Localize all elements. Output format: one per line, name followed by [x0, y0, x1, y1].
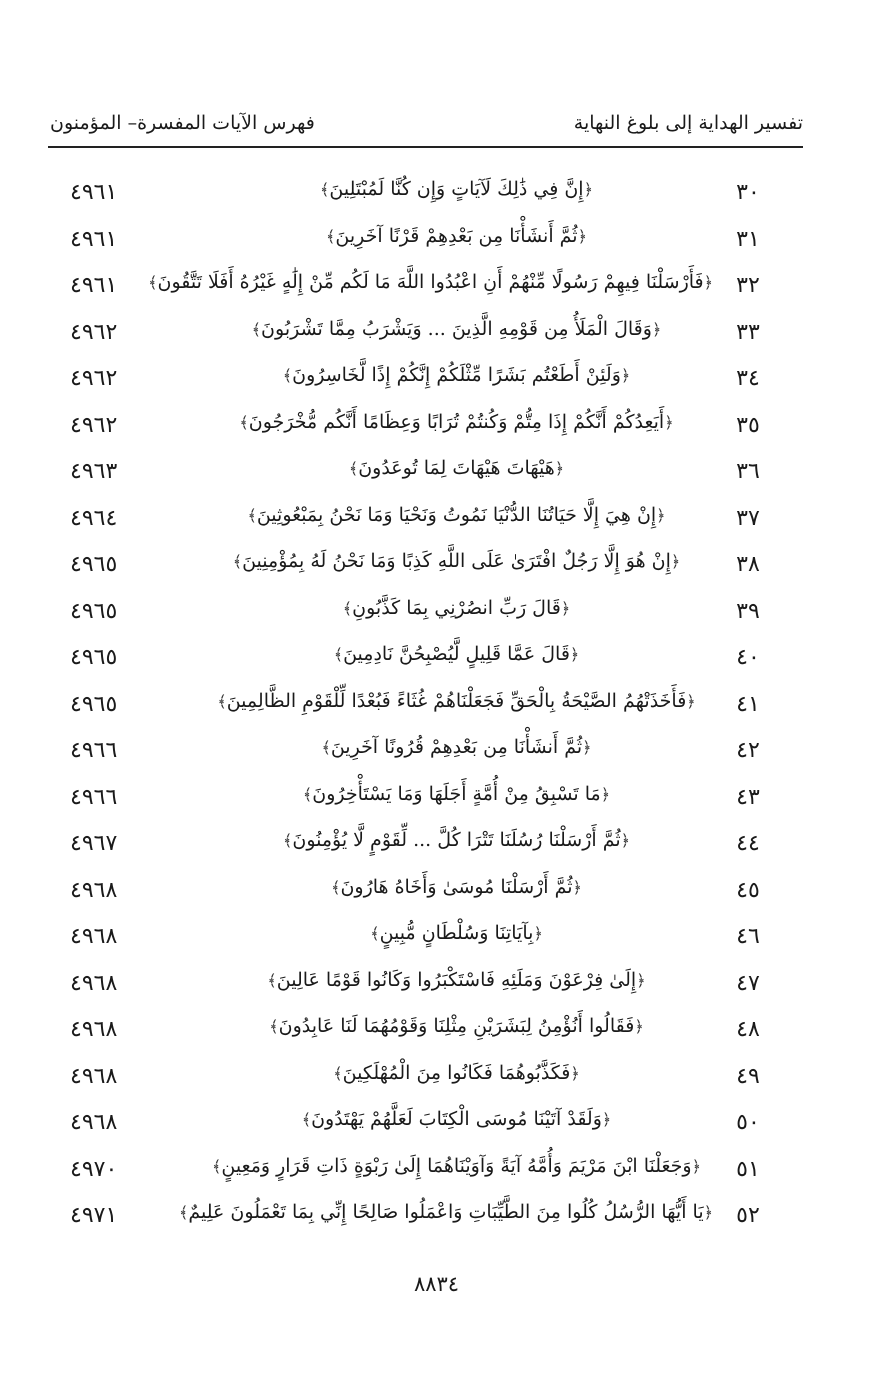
close-ornament: ﴾ [320, 180, 330, 199]
index-row [0, 405, 873, 452]
index-row [0, 172, 873, 219]
verse-text-cell [200, 1108, 713, 1130]
verse-text-cell [200, 178, 713, 200]
close-ornament: ﴾ [247, 505, 257, 525]
open-ornament: ﴿ [577, 226, 587, 246]
verse-text-cell [200, 969, 713, 991]
verse-text-cell [200, 318, 713, 340]
open-ornament: ﴿ [582, 738, 592, 757]
verse-number: ٥٠ [736, 1110, 760, 1135]
page-reference: ٤٩٦٢ [70, 366, 118, 391]
verse-number: ٤٤ [736, 831, 760, 856]
close-ornament: ﴾ [333, 645, 344, 664]
verse-index-list [0, 172, 873, 1242]
verse-number: ٣٠ [736, 180, 760, 205]
page-reference: ٤٩٦٨ [70, 970, 118, 996]
verse-text-cell [200, 1155, 713, 1177]
open-ornament: ﴿ [560, 598, 571, 618]
index-row [0, 1009, 873, 1056]
verse-text-cell [200, 225, 713, 247]
page-reference: ٤٩٦٦ [70, 738, 118, 763]
verse-text-cell [200, 550, 713, 572]
verse-text: أَيَعِدُكُمْ أَنَّكُمْ إِذَا مِتُّمْ وَكُنتُمْ تُرَابًا وَعِظَامًا أَنَّكُم مُّخْرَجُونَ [248, 410, 665, 433]
verse-text: وَلَئِنْ أَطَعْتُم بَشَرًا مِّثْلَكُمْ إِنَّكُمْ إِذًا لَّخَاسِرُونَ [292, 364, 621, 386]
open-ornament: ﴿ [670, 552, 681, 571]
verse-number: ٥٢ [736, 1203, 760, 1228]
verse-text-cell [148, 271, 713, 293]
verse-number: ٤١ [736, 691, 760, 717]
verse-number: ٤٨ [736, 1017, 760, 1042]
verse-number: ٣٢ [736, 273, 760, 298]
verse-text: إِنْ هِيَ إِلَّا حَيَاتُنَا الدُّنْيَا نَمُوتُ وَنَحْيَا وَمَا نَحْنُ بِمَبْعُوثِينَ [256, 503, 657, 526]
page-reference: ٤٩٦٨ [70, 924, 118, 949]
verse-number: ٣١ [736, 226, 760, 252]
open-ornament: ﴿ [691, 1156, 701, 1176]
verse-text: إِلَىٰ فِرْعَوْنَ وَمَلَئِهِ فَاسْتَكْبَرُوا وَكَانُوا قَوْمًا عَالِينَ [276, 968, 637, 991]
page-number: ٨٨٣٤ [413, 1272, 460, 1296]
page-reference: ٤٩٦٣ [70, 459, 118, 484]
close-ornament: ﴾ [282, 831, 293, 850]
index-row [0, 823, 873, 870]
index-row [0, 312, 873, 359]
verse-text-cell [200, 597, 713, 619]
verse-text: بِآيَاتِنَا وَسُلْطَانٍ مُّبِينٍ [379, 922, 534, 944]
index-row [0, 1149, 873, 1196]
open-ornament: ﴿ [620, 366, 631, 385]
close-ornament: ﴾ [239, 412, 249, 432]
verse-number: ٤٠ [736, 645, 760, 670]
verse-number: ٣٤ [736, 366, 760, 391]
verse-text-cell [200, 922, 713, 944]
open-ornament: ﴿ [686, 691, 696, 711]
index-row [0, 916, 873, 963]
close-ornament: ﴾ [251, 319, 262, 339]
close-ornament: ﴾ [212, 1156, 222, 1176]
index-row [0, 870, 873, 917]
index-row [0, 684, 873, 731]
verse-text: قَالَ رَبِّ انصُرْنِي بِمَا كَذَّبُونِ [352, 596, 561, 619]
verse-text: ثُمَّ أَرْسَلْنَا مُوسَىٰ وَأَخَاهُ هَارُونَ [340, 875, 573, 898]
verse-text-cell [200, 504, 713, 526]
verse-text: وَجَعَلْنَا ابْنَ مَرْيَمَ وَأُمَّهُ آيَةً وَآوَيْنَاهُمَا إِلَىٰ رَبْوَةٍ ذَاتِ قَرَارٍ وَمَعِينٍ [221, 1154, 692, 1177]
index-row [0, 591, 873, 638]
index-row [0, 265, 873, 312]
open-ornament: ﴿ [533, 924, 543, 943]
page-reference: ٤٩٦٥ [70, 598, 118, 624]
verse-text-cell [200, 736, 713, 758]
close-ornament: ﴾ [301, 1110, 312, 1129]
verse-number: ٣٧ [736, 505, 760, 531]
page-reference: ٤٩٦٧ [70, 831, 118, 856]
verse-text: ثُمَّ أَرْسَلْنَا رُسُلَنَا تَتْرَا كُلَّ ... لِّقَوْمٍ لَّا يُؤْمِنُونَ [292, 829, 621, 851]
verse-text: وَلَقَدْ آتَيْنَا مُوسَى الْكِتَابَ لَعَلَّهُمْ يَهْتَدُونَ [311, 1108, 602, 1130]
index-row [0, 544, 873, 591]
page-reference: ٤٩٦١ [70, 180, 118, 205]
page-reference: ٤٩٦٥ [70, 691, 118, 717]
close-ornament: ﴾ [302, 784, 313, 804]
page-reference: ٤٩٦٦ [70, 784, 118, 810]
verse-text-cell [200, 690, 713, 712]
verse-text: فَكَذَّبُوهُمَا فَكَانُوا مِنَ الْمُهْلَكِينَ [342, 1061, 571, 1084]
verse-text-cell [200, 364, 713, 386]
verse-text: فَأَرْسَلْنَا فِيهِمْ رَسُولًا مِّنْهُمْ أَنِ اعْبُدُوا اللَّهَ مَا لَكُم مِّنْ إِلَٰهٍ غَيْرُهُ أَفَلَا تَتَّقُونَ [157, 271, 704, 293]
open-ornament: ﴿ [600, 784, 611, 804]
close-ornament: ﴾ [348, 459, 359, 478]
verse-number: ٣٨ [736, 552, 760, 577]
open-ornament: ﴿ [703, 1203, 713, 1222]
open-ornament: ﴿ [703, 273, 713, 292]
open-ornament: ﴿ [656, 505, 666, 525]
verse-text: فَقَالُوا أَنُؤْمِنُ لِبَشَرَيْنِ مِثْلِنَا وَقَوْمُهُمَا لَنَا عَابِدُونَ [278, 1015, 635, 1037]
close-ornament: ﴾ [321, 738, 331, 757]
page-reference: ٤٩٦١ [70, 273, 118, 298]
close-ornament: ﴾ [217, 691, 227, 711]
verse-number: ٤٩ [736, 1063, 760, 1089]
close-ornament: ﴾ [282, 366, 293, 385]
open-ornament: ﴿ [601, 1110, 612, 1129]
verse-text-cell [200, 1062, 713, 1084]
close-ornament: ﴾ [331, 877, 341, 897]
verse-text: يَا أَيُّهَا الرُّسُلُ كُلُوا مِنَ الطَّيِّبَاتِ وَاعْمَلُوا صَالِحًا إِنِّي بِمَا تَعْمَلُونَ عَلِيمٌ [188, 1201, 704, 1223]
close-ornament: ﴾ [269, 1017, 279, 1036]
verse-number: ٣٥ [736, 412, 760, 438]
open-ornament: ﴿ [583, 180, 593, 199]
index-row [0, 1056, 873, 1103]
verse-text: مَا تَسْبِقُ مِنْ أُمَّةٍ أَجَلَهَا وَمَا يَسْتَأْخِرُونَ [312, 782, 601, 805]
open-ornament: ﴿ [569, 645, 580, 664]
verse-text-cell [179, 1201, 713, 1223]
index-row [0, 358, 873, 405]
close-ornament: ﴾ [179, 1203, 189, 1222]
index-row [0, 451, 873, 498]
close-ornament: ﴾ [326, 226, 336, 246]
index-row [0, 498, 873, 545]
index-row [0, 963, 873, 1010]
verse-text-cell [200, 783, 713, 805]
open-ornament: ﴿ [651, 319, 662, 339]
close-ornament: ﴾ [370, 924, 380, 943]
open-ornament: ﴿ [554, 459, 565, 478]
page-reference: ٤٩٦٢ [70, 319, 118, 345]
index-row [0, 730, 873, 777]
index-row [0, 1195, 873, 1242]
verse-number: ٣٣ [736, 319, 760, 345]
page-reference: ٤٩٦٨ [70, 1017, 118, 1042]
page-reference: ٤٩٦٨ [70, 877, 118, 903]
open-ornament: ﴿ [570, 1063, 580, 1083]
book-title: تفسير الهداية إلى بلوغ النهاية [573, 112, 803, 134]
verse-number: ٣٩ [736, 598, 760, 624]
verse-text: هَيْهَاتَ هَيْهَاتَ لِمَا تُوعَدُونَ [358, 457, 555, 479]
verse-text-cell [200, 876, 713, 898]
open-ornament: ﴿ [636, 970, 646, 990]
verse-number: ٤٢ [736, 738, 760, 763]
verse-number: ٤٦ [736, 924, 760, 949]
verse-text: ثُمَّ أَنشَأْنَا مِن بَعْدِهِمْ قُرُونًا آخَرِينَ [330, 736, 583, 758]
header-rule [48, 146, 803, 148]
page-reference: ٤٩٦١ [70, 226, 118, 252]
verse-number: ٣٦ [736, 459, 760, 484]
verse-text-cell [200, 1015, 713, 1037]
verse-text: قَالَ عَمَّا قَلِيلٍ لَّيُصْبِحُنَّ نَادِمِينَ [343, 643, 570, 665]
page-reference: ٤٩٧٠ [70, 1156, 118, 1182]
verse-text: إِنَّ فِي ذَٰلِكَ لَآيَاتٍ وَإِن كُنَّا لَمُبْتَلِينَ [329, 178, 584, 200]
close-ornament: ﴾ [333, 1063, 343, 1083]
open-ornament: ﴿ [664, 412, 674, 432]
verse-text: فَأَخَذَتْهُمُ الصَّيْحَةُ بِالْحَقِّ فَجَعَلْنَاهُمْ غُثَاءً فَبُعْدًا لِّلْقَوْمِ الظَّالِمِينَ [226, 689, 687, 712]
verse-number: ٥١ [736, 1156, 760, 1182]
verse-number: ٤٣ [736, 784, 760, 810]
open-ornament: ﴿ [634, 1017, 644, 1036]
page-reference: ٤٩٦٥ [70, 645, 118, 670]
verse-text-cell [200, 829, 713, 851]
open-ornament: ﴿ [572, 877, 582, 897]
verse-text: إِنْ هُوَ إِلَّا رَجُلٌ افْتَرَىٰ عَلَى اللَّهِ كَذِبًا وَمَا نَحْنُ لَهُ بِمُؤْمِنِينَ [242, 550, 671, 572]
section-title: فهرس الآيات المفسرة– المؤمنون [50, 112, 315, 134]
verse-number: ٤٥ [736, 877, 760, 903]
close-ornament: ﴾ [232, 552, 243, 571]
page-reference: ٤٩٦٨ [70, 1063, 118, 1089]
page-reference: ٤٩٦٢ [70, 412, 118, 438]
index-row [0, 637, 873, 684]
verse-text-cell [200, 643, 713, 665]
close-ornament: ﴾ [267, 970, 277, 990]
index-row [0, 777, 873, 824]
verse-text: وَقَالَ الْمَلَأُ مِن قَوْمِهِ الَّذِينَ ... وَيَشْرَبُ مِمَّا تَشْرَبُونَ [261, 317, 652, 340]
page-reference: ٤٩٦٨ [70, 1110, 118, 1135]
index-row [0, 219, 873, 266]
page-reference: ٤٩٧١ [70, 1203, 118, 1228]
verse-text-cell [200, 457, 713, 479]
verse-text: ثُمَّ أَنشَأْنَا مِن بَعْدِهِمْ قَرْنًا آخَرِينَ [335, 224, 578, 247]
open-ornament: ﴿ [620, 831, 631, 850]
page-reference: ٤٩٦٥ [70, 552, 118, 577]
index-row [0, 1102, 873, 1149]
close-ornament: ﴾ [148, 273, 158, 292]
verse-number: ٤٧ [736, 970, 760, 996]
verse-text-cell [200, 411, 713, 433]
page-reference: ٤٩٦٤ [70, 505, 118, 531]
close-ornament: ﴾ [342, 598, 353, 618]
